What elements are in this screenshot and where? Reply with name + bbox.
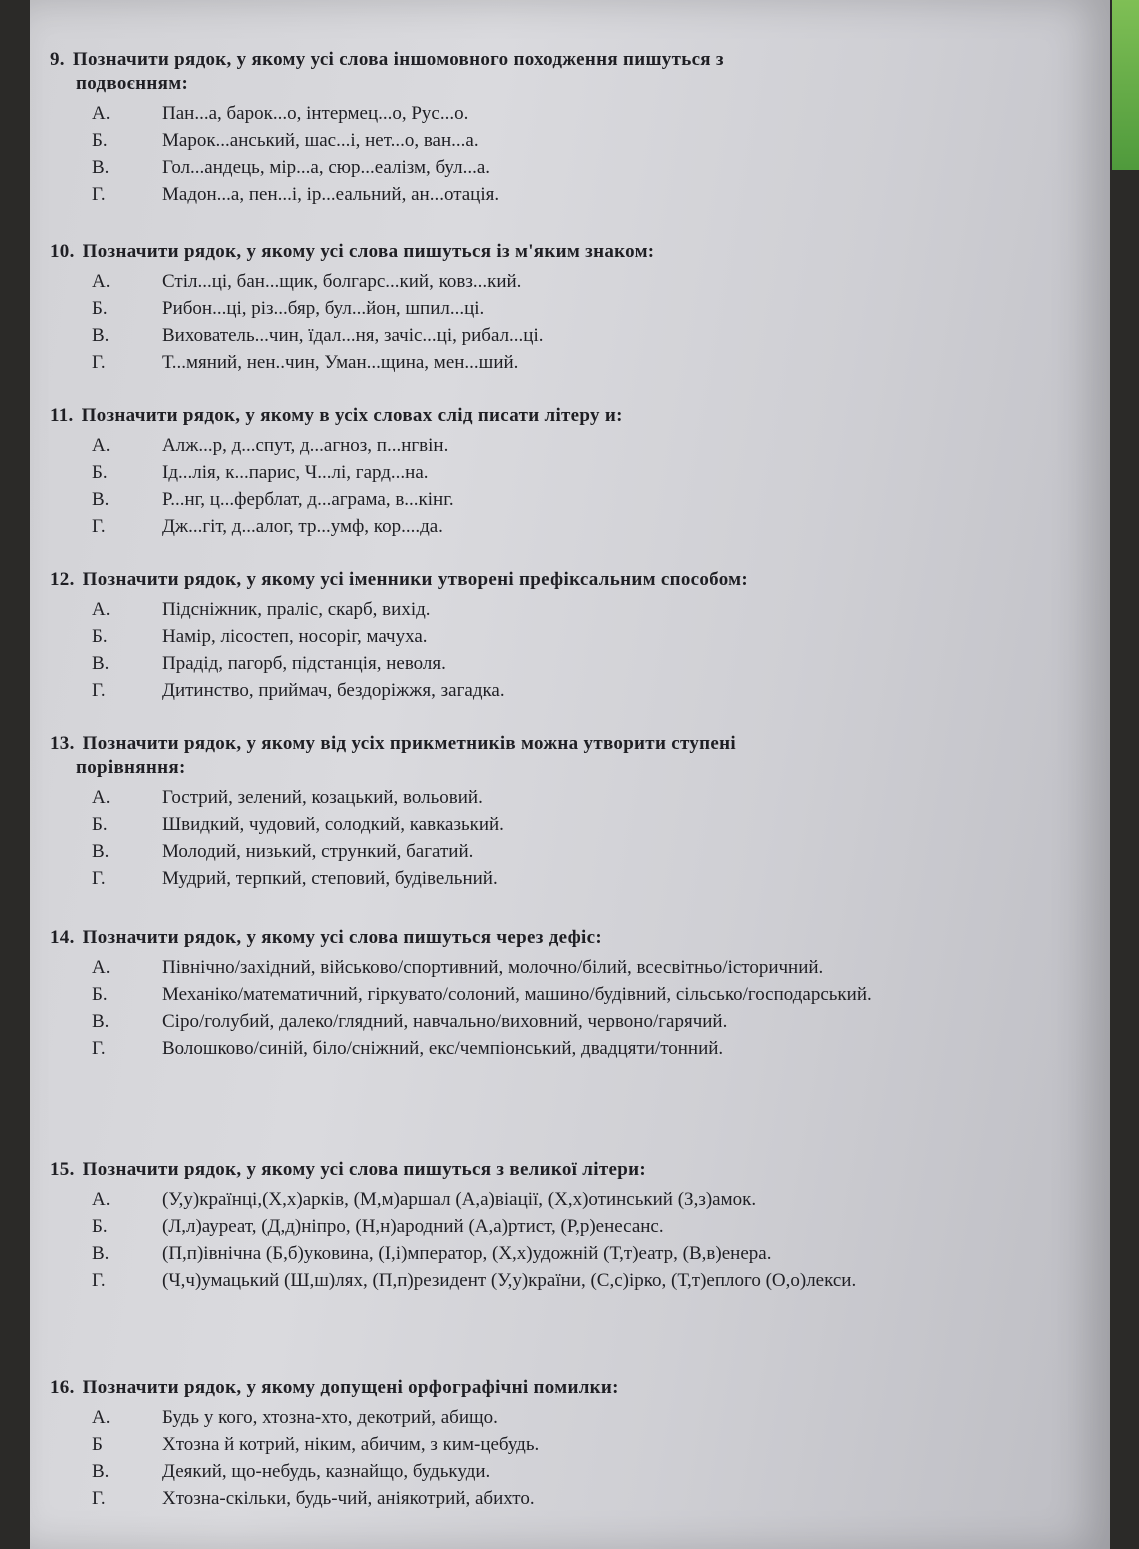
green-background-strip xyxy=(1112,0,1139,170)
option-c xyxy=(50,154,1050,181)
option-a xyxy=(50,954,1050,981)
question-text: Позначити рядок, у якому в усіх словах слід писати літеру и: xyxy=(81,405,623,426)
option-letter: В. xyxy=(92,1461,110,1482)
option-text: Механіко/математичний, гіркувато/солоний, машино/будівний, сільсько/господарський. xyxy=(162,984,872,1005)
question-number: 16. xyxy=(50,1377,75,1398)
option-letter: Г. xyxy=(92,1488,106,1509)
option-letter: В. xyxy=(92,325,110,346)
option-a xyxy=(50,1186,1050,1213)
question-title xyxy=(50,404,1050,428)
question-text: Позначити рядок, у якому усі слова пишуться через дефіс: xyxy=(82,927,602,948)
option-c xyxy=(50,650,1050,677)
option-d xyxy=(50,1267,1050,1294)
question-15 xyxy=(50,1158,1050,1294)
option-c xyxy=(50,838,1050,865)
question-text-continued: порівняння: xyxy=(76,757,186,778)
option-b xyxy=(50,295,1050,322)
option-letter: А. xyxy=(92,599,111,620)
option-text: Гол...андець, мір...а, сюр...еалізм, бул...а. xyxy=(162,157,491,178)
option-text: Волошково/синій, біло/сніжний, екс/чемпіонський, двадцяти/тонний. xyxy=(162,1038,724,1059)
option-letter: А. xyxy=(92,435,111,456)
option-letter: А. xyxy=(92,1407,111,1428)
question-title xyxy=(50,926,1050,950)
option-text: Алж...р, д...спут, д...агноз, п...нгвін. xyxy=(162,435,449,456)
option-text: Будь у кого, хтозна-хто, декотрий, абищо. xyxy=(162,1407,498,1428)
question-title xyxy=(50,1376,1050,1400)
option-letter: Г. xyxy=(92,1038,106,1059)
option-c xyxy=(50,322,1050,349)
option-letter: Г. xyxy=(92,1270,106,1291)
option-text: Хтозна-скільки, будь-чий, аніякотрий, абихто. xyxy=(162,1488,535,1509)
option-d xyxy=(50,181,1050,208)
question-text: Позначити рядок, у якому усі слова пишуться з великої літери: xyxy=(82,1159,646,1180)
option-letter: Г. xyxy=(92,352,106,373)
question-number: 12. xyxy=(50,569,75,590)
question-number: 14. xyxy=(50,927,75,948)
option-letter: В. xyxy=(92,489,110,510)
option-b xyxy=(50,1213,1050,1240)
question-title xyxy=(50,48,1050,96)
option-text: Північно/західний, військово/спортивний, молочно/білий, всесвітньо/історичний. xyxy=(162,957,824,978)
option-b xyxy=(50,459,1050,486)
option-b xyxy=(50,1431,1050,1458)
option-text: Стіл...ці, бан...щик, болгарс...кий, ковз...кий. xyxy=(162,271,522,292)
option-text: (У,у)країнці,(Х,х)арків, (М,м)аршал (А,а)віації, (Х,х)отинський (З,з)амок. xyxy=(162,1189,757,1210)
option-letter: В. xyxy=(92,841,110,862)
option-b xyxy=(50,981,1050,1008)
option-letter: Г. xyxy=(92,868,106,889)
option-text: Швидкий, чудовий, солодкий, кавказький. xyxy=(162,814,504,835)
option-letter: Б. xyxy=(92,814,108,835)
option-text: Підсніжник, праліс, скарб, вихід. xyxy=(162,599,431,620)
option-letter: А. xyxy=(92,957,111,978)
question-title xyxy=(50,240,1050,264)
option-a xyxy=(50,268,1050,295)
question-10 xyxy=(50,240,1050,376)
option-text: Рибон...ці, різ...бяр, бул...йон, шпил...ці. xyxy=(162,298,485,319)
option-a xyxy=(50,784,1050,811)
question-title xyxy=(50,732,1050,780)
option-letter: Б. xyxy=(92,984,108,1005)
option-a xyxy=(50,100,1050,127)
option-text: Дитинство, приймач, бездоріжжя, загадка. xyxy=(162,680,505,701)
question-title xyxy=(50,568,1050,592)
question-text: Позначити рядок, у якому усі слова пишуться із м'яким знаком: xyxy=(82,241,655,262)
option-b xyxy=(50,127,1050,154)
question-text: Позначити рядок, у якому усі іменники утворені префіксальним способом: xyxy=(82,569,749,590)
option-text: Хтозна й котрий, ніким, абичим, з ким-цебудь. xyxy=(162,1434,540,1455)
question-11 xyxy=(50,404,1050,540)
question-title xyxy=(50,1158,1050,1182)
option-text: Сіро/голубий, далеко/глядний, навчально/виховний, червоно/гарячий. xyxy=(162,1011,728,1032)
option-text: Т...мяний, нен..чин, Уман...щина, мен...ший. xyxy=(162,352,519,373)
option-text: Деякий, що-небудь, казнайщо, будькуди. xyxy=(162,1461,491,1482)
option-letter: А. xyxy=(92,103,111,124)
option-b xyxy=(50,811,1050,838)
option-letter: А. xyxy=(92,1189,111,1210)
question-text: Позначити рядок, у якому від усіх прикметників можна утворити ступені xyxy=(82,733,736,754)
question-number: 13. xyxy=(50,733,75,754)
option-text: Ід...лія, к...парис, Ч...лі, гард...на. xyxy=(162,462,429,483)
option-letter: В. xyxy=(92,1243,110,1264)
option-a xyxy=(50,1404,1050,1431)
option-a xyxy=(50,432,1050,459)
option-d xyxy=(50,513,1050,540)
option-c xyxy=(50,1008,1050,1035)
option-d xyxy=(50,865,1050,892)
option-text: Вихователь...чин, їдал...ня, зачіс...ці, рибал...ці. xyxy=(162,325,544,346)
option-letter: Б xyxy=(92,1434,103,1455)
option-letter: Б. xyxy=(92,130,108,151)
question-text: Позначити рядок, у якому допущені орфографічні помилки: xyxy=(82,1377,619,1398)
option-text: Намір, лісостеп, носоріг, мачуха. xyxy=(162,626,428,647)
option-d xyxy=(50,677,1050,704)
question-14 xyxy=(50,926,1050,1062)
option-text: Мудрий, терпкий, степовий, будівельний. xyxy=(162,868,498,889)
option-text: Гострий, зелений, козацький, вольовий. xyxy=(162,787,483,808)
option-text: Дж...гіт, д...алог, тр...умф, кор....да. xyxy=(162,516,443,537)
option-c xyxy=(50,1458,1050,1485)
question-text: Позначити рядок, у якому усі слова іншомовного походження пишуться з xyxy=(72,49,724,70)
question-13 xyxy=(50,732,1050,892)
question-9 xyxy=(50,48,1050,208)
question-number: 11. xyxy=(50,405,74,426)
option-letter: А. xyxy=(92,787,111,808)
option-b xyxy=(50,623,1050,650)
option-letter: Г. xyxy=(92,680,106,701)
option-text: (Ч,ч)умацький (Ш,ш)лях, (П,п)резидент (У,у)країни, (С,с)ірко, (Т,т)еплого (О,о)лекси. xyxy=(162,1270,857,1291)
option-d xyxy=(50,349,1050,376)
option-letter: В. xyxy=(92,653,110,674)
option-letter: Б. xyxy=(92,298,108,319)
option-letter: В. xyxy=(92,157,110,178)
option-c xyxy=(50,1240,1050,1267)
option-text: (Л,л)ауреат, (Д,д)ніпро, (Н,н)ародний (А,а)ртист, (Р,р)енесанс. xyxy=(162,1216,664,1237)
question-number: 15. xyxy=(50,1159,75,1180)
option-letter: Г. xyxy=(92,184,106,205)
option-letter: Б. xyxy=(92,462,108,483)
question-number: 10. xyxy=(50,241,75,262)
option-text: Мадон...а, пен...і, ір...еальний, ан...отація. xyxy=(162,184,500,205)
question-text-continued: подвоєнням: xyxy=(76,73,189,94)
question-12 xyxy=(50,568,1050,704)
option-c xyxy=(50,486,1050,513)
option-a xyxy=(50,596,1050,623)
option-letter: Б. xyxy=(92,1216,108,1237)
question-16 xyxy=(50,1376,1050,1512)
option-text: Р...нг, ц...ферблат, д...аграма, в...кінг. xyxy=(162,489,454,510)
option-text: Пан...а, барок...о, інтермец...о, Рус...о. xyxy=(162,103,469,124)
option-letter: В. xyxy=(92,1011,110,1032)
option-d xyxy=(50,1485,1050,1512)
option-text: Молодий, низький, стрункий, багатий. xyxy=(162,841,474,862)
option-letter: А. xyxy=(92,271,111,292)
option-letter: Г. xyxy=(92,516,106,537)
option-letter: Б. xyxy=(92,626,108,647)
option-text: Прадід, пагорб, підстанція, неволя. xyxy=(162,653,446,674)
option-text: (П,п)івнічна (Б,б)уковина, (І,і)мператор, (Х,х)удожній (Т,т)еатр, (В,в)енера. xyxy=(162,1243,772,1264)
option-d xyxy=(50,1035,1050,1062)
question-number: 9. xyxy=(50,49,65,70)
option-text: Марок...анський, шас...і, нет...о, ван...а. xyxy=(162,130,479,151)
